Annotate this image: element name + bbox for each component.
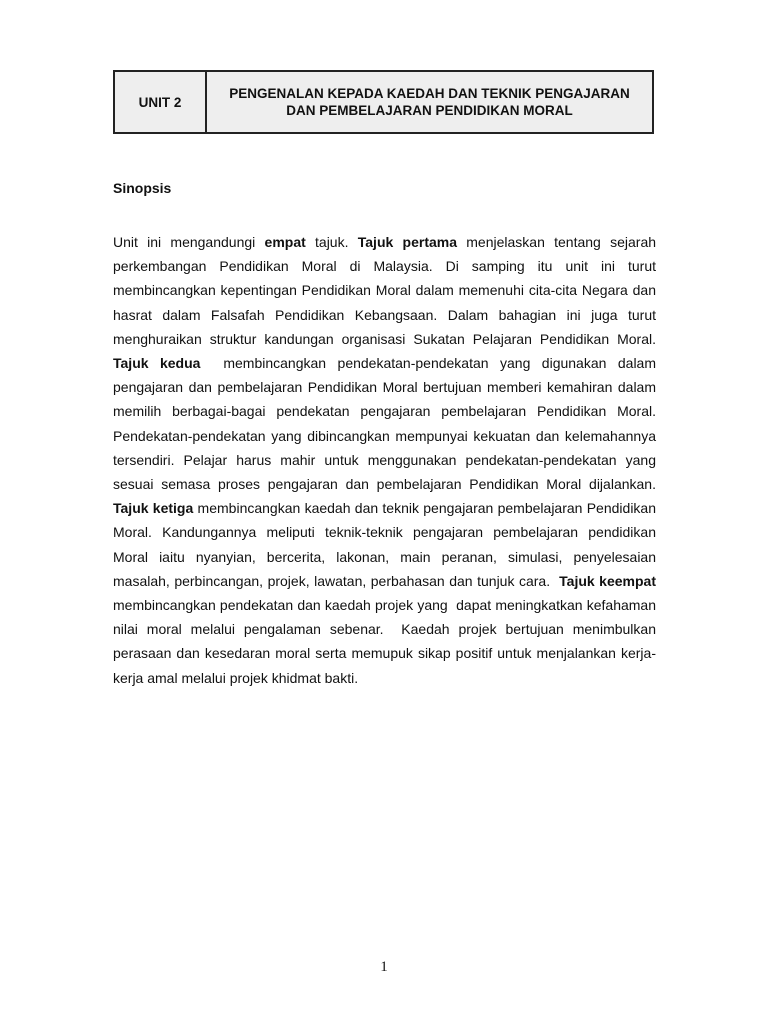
unit-title-line-2: DAN PEMBELAJARAN PENDIDIKAN MORAL [286, 103, 573, 118]
synopsis-emphasis: Tajuk kedua [113, 355, 201, 372]
unit-title-line-1: PENGENALAN KEPADA KAEDAH DAN TEKNIK PENGAJARAN [229, 86, 630, 101]
synopsis-text: membincangkan pendekatan dan kaedah projek yang dapat meningkatkan kefahaman nilai moral melalui pengalaman sebenar. Kaedah projek bertujuan menimbulkan perasaan dan kesedaran moral serta memupuk sikap positif untuk menjalankan kerja-kerja amal melalui projek khidmat bakti. [113, 572, 660, 686]
synopsis-text: tajuk. [305, 234, 358, 250]
synopsis-text: Unit ini mengandungi [113, 234, 265, 250]
page-number: 1 [380, 959, 388, 975]
synopsis-emphasis: Tajuk ketiga [113, 500, 194, 517]
synopsis-paragraph [113, 230, 660, 690]
synopsis-text: membincangkan pendekatan-pendekatan yang digunakan dalam pengajaran dan pembelajaran Pendidikan Moral bertujuan memberi kemahiran dalam memilih berbagai-bagai pendekatan pengajaran pembelajaran Pendidikan Moral. Pendekatan-pendekatan yang dibincangkan mempunyai kekuatan dan kelemahannya tersendiri. Pelajar harus mahir untuk menggunakan pendekatan-pendekatan yang sesuai semasa proses pengajaran dan pembelajaran Pendidikan Moral dijalankan. [113, 355, 660, 493]
synopsis-emphasis: empat [264, 234, 306, 250]
unit-title [207, 72, 652, 132]
unit-header-table [113, 70, 654, 134]
synopsis-emphasis: Tajuk keempat [559, 572, 656, 589]
synopsis-text: membincangkan kaedah dan teknik pengajaran pembelajaran Pendidikan Moral. Kandungannya meliputi teknik-teknik pengajaran pembelajaran pendidikan Moral iaitu nyanyian, bercerita, lakonan, main peranan, simulasi, penyelesaian masalah, perbincangan, projek, lawatan, perbahasan dan tunjuk cara. [113, 500, 660, 589]
section-heading: Sinopsis [113, 180, 172, 196]
synopsis-emphasis: Tajuk pertama [357, 234, 458, 250]
unit-label: UNIT 2 [115, 72, 207, 132]
synopsis-text: menjelaskan tentang sejarah perkembangan Pendidikan Moral di Malaysia. Di samping itu unit ini turut membincangkan kepentingan Pendidikan Moral dalam memenuhi cita-cita Negara dan hasrat dalam Falsafah Pendidikan Kebangsaan. Dalam bahagian ini juga turut menghuraikan struktur kandungan organisasi Sukatan Pelajaran Pendidikan Moral. [113, 234, 657, 347]
